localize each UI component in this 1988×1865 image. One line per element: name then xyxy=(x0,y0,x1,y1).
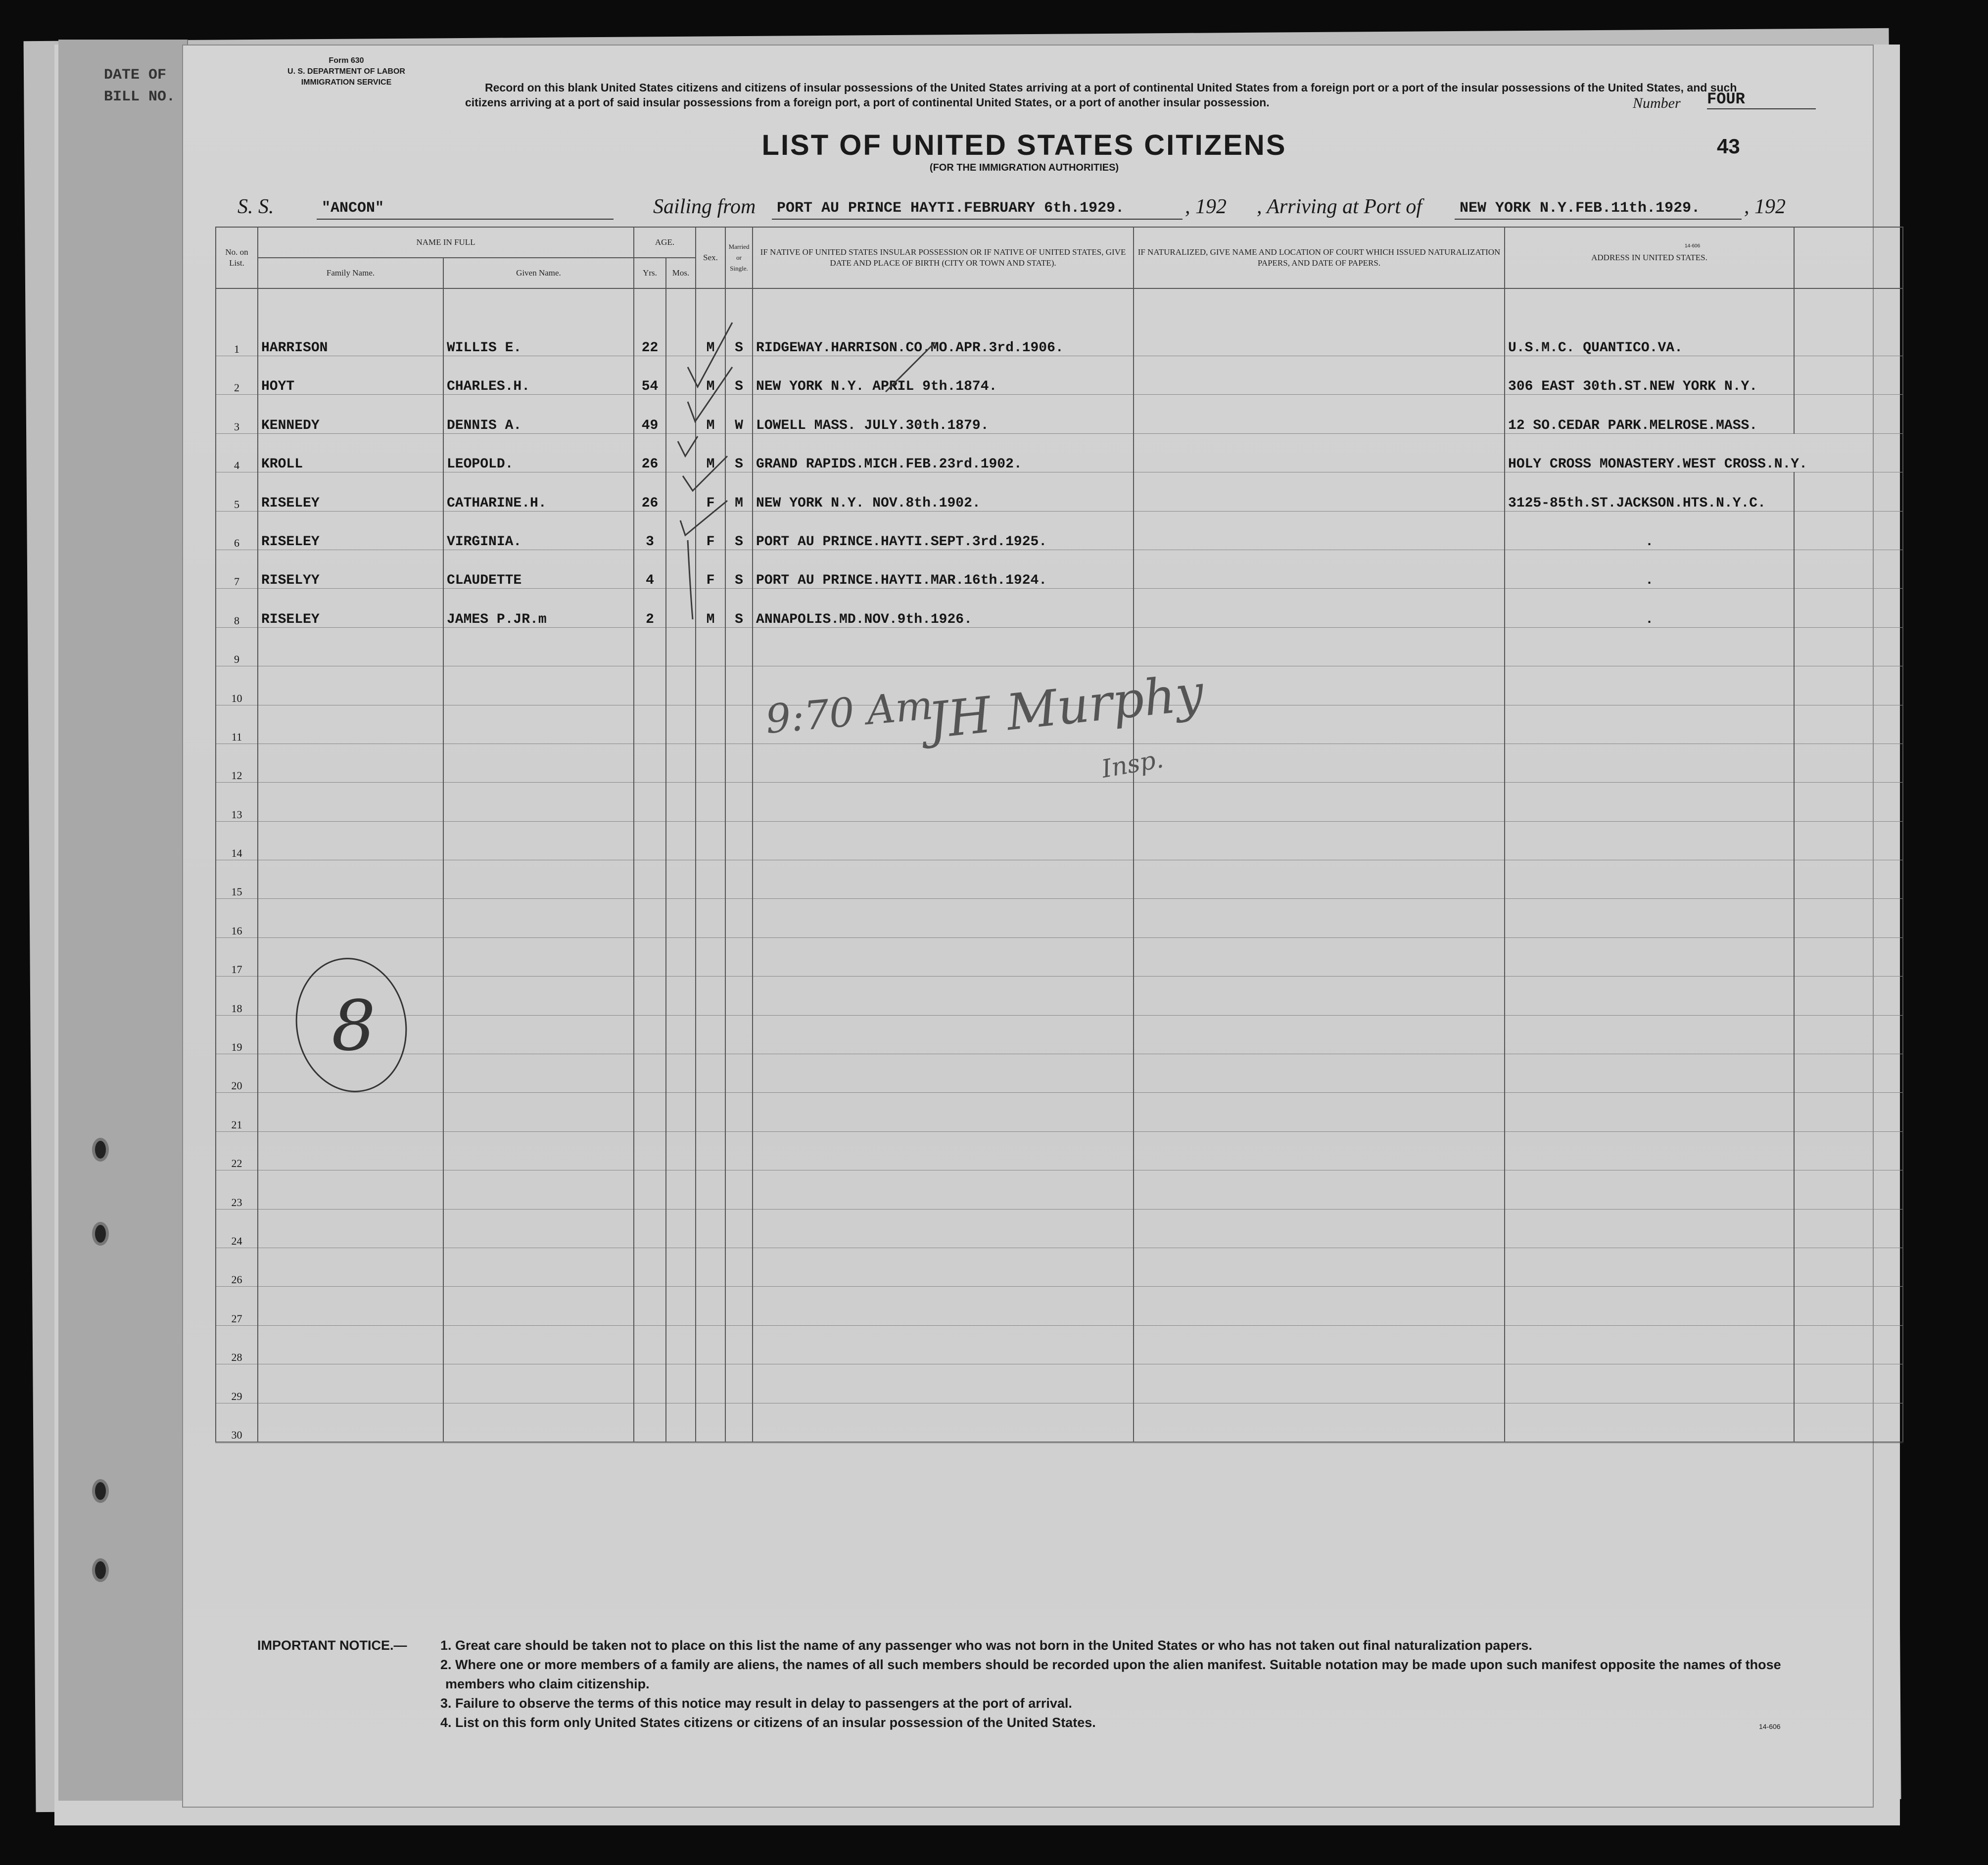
page-number: 43 xyxy=(1717,135,1740,158)
family-name: RISELEY xyxy=(258,589,443,627)
binder-hole xyxy=(92,1222,109,1246)
given-name: CATHARINE.H. xyxy=(443,472,634,511)
col-family-name: Family Name. xyxy=(258,258,443,288)
sex: F xyxy=(696,511,725,550)
sailing-label: Sailing from xyxy=(653,195,756,218)
row-number: 1 xyxy=(216,288,258,356)
us-address: 12 SO.CEDAR PARK.MELROSE.MASS. xyxy=(1505,395,1794,433)
row-number: 16 xyxy=(216,899,258,937)
given-name: DENNIS A. xyxy=(443,395,634,433)
arriving-label: , Arriving at Port of xyxy=(1257,195,1422,218)
age-years: 2 xyxy=(634,589,666,627)
family-name: RISELEY xyxy=(258,511,443,550)
row-number: 11 xyxy=(216,705,258,744)
us-address: . xyxy=(1505,589,1794,627)
circled-count: 8 xyxy=(331,986,376,1067)
notice-item: 2. Where one or more members of a family are aliens, the names of all such members should be recorded upon the alien manifest. Suitable notation may be made upon such manifest opposite the names of those members who claim citizenship. xyxy=(440,1657,1781,1691)
us-address: . xyxy=(1505,511,1794,550)
binding-strip xyxy=(58,40,188,1801)
us-address: 306 EAST 30th.ST.NEW YORK N.Y. xyxy=(1505,356,1794,395)
notice-item: 1. Great care should be taken not to place on this list the name of any passenger who was not born in the United States or who has not taken out final naturalization papers. xyxy=(440,1638,1532,1653)
notice-items xyxy=(440,1636,1841,1732)
department: U. S. DEPARTMENT OF LABOR xyxy=(287,67,405,76)
arriving-at-value: NEW YORK N.Y.FEB.11th.1929. xyxy=(1460,200,1701,217)
binder-hole xyxy=(92,1479,109,1503)
col-married-single: Married or Single. xyxy=(725,227,753,288)
check-mark xyxy=(688,367,732,421)
row-number: 30 xyxy=(216,1403,258,1442)
marital-status: S xyxy=(725,356,753,395)
marital-status: S xyxy=(725,511,753,550)
ss-label: S. S. xyxy=(237,195,274,218)
family-name: KENNEDY xyxy=(258,395,443,433)
page-title: LIST OF UNITED STATES CITIZENS xyxy=(761,129,1287,161)
row-number: 22 xyxy=(216,1131,258,1170)
given-name: JAMES P.JR.m xyxy=(443,589,634,627)
us-address: HOLY CROSS MONASTERY.WEST CROSS.N.Y. xyxy=(1505,433,1903,472)
birth-place-date: LOWELL MASS. JULY.30th.1879. xyxy=(753,395,1134,433)
birth-place-date: NEW YORK N.Y. APRIL 9th.1874. xyxy=(753,356,1134,395)
family-name: RISELEY xyxy=(258,472,443,511)
notice-item: 3. Failure to observe the terms of this notice may result in delay to passengers at the port of arrival. xyxy=(440,1696,1072,1711)
handwriting-layer xyxy=(183,46,1873,1807)
birth-place-date: PORT AU PRINCE.HAYTI.MAR.16th.1924. xyxy=(753,550,1134,588)
service: IMMIGRATION SERVICE xyxy=(301,78,392,87)
form-number: Form 630 xyxy=(329,56,364,65)
inspector-signature: JH Murphy xyxy=(925,663,1207,750)
year-prefix: , 192 xyxy=(1744,195,1786,218)
number-label: Number xyxy=(1633,95,1681,111)
row-number: 29 xyxy=(216,1364,258,1403)
check-mark xyxy=(683,456,727,491)
sex: M xyxy=(696,433,725,472)
row-number: 24 xyxy=(216,1209,258,1248)
age-years: 22 xyxy=(634,288,666,356)
number-value: FOUR xyxy=(1707,90,1816,109)
row-number: 28 xyxy=(216,1325,258,1364)
family-name: RISELYY xyxy=(258,550,443,588)
marital-status: W xyxy=(725,395,753,433)
manifest-sheet xyxy=(183,46,1873,1807)
ship-name: "ANCON" xyxy=(322,200,384,217)
age-years: 49 xyxy=(634,395,666,433)
form-code: 14-606 xyxy=(1759,1723,1781,1730)
check-mark xyxy=(678,436,698,456)
marital-status: S xyxy=(725,433,753,472)
age-years: 26 xyxy=(634,433,666,472)
row-number: 15 xyxy=(216,860,258,899)
given-name: WILLIS E. xyxy=(443,288,634,356)
check-mark xyxy=(680,501,727,535)
us-address: U.S.M.C. QUANTICO.VA. xyxy=(1505,288,1794,356)
family-name: KROLL xyxy=(258,433,443,472)
row-number: 17 xyxy=(216,937,258,976)
binder-hole xyxy=(92,1558,109,1582)
birth-place-date: RIDGEWAY.HARRISON.CO.MO.APR.3rd.1906. xyxy=(753,288,1134,356)
binder-hole xyxy=(92,1138,109,1162)
sailing-from-value: PORT AU PRINCE HAYTI.FEBRUARY 6th.1929. xyxy=(777,200,1125,217)
row-number: 12 xyxy=(216,744,258,782)
age-years: 4 xyxy=(634,550,666,588)
inspector-title: Insp. xyxy=(1099,744,1166,784)
col-no-on-list: No. on List. xyxy=(216,227,258,288)
given-name: CHARLES.H. xyxy=(443,356,634,395)
row-number: 5 xyxy=(216,472,258,511)
notice-item: 4. List on this form only United States citizens or citizens of an insular possession of the United States. xyxy=(440,1715,1096,1730)
row-number: 27 xyxy=(216,1287,258,1325)
birth-place-date: ANNAPOLIS.MD.NOV.9th.1926. xyxy=(753,589,1134,627)
row-number: 8 xyxy=(216,589,258,627)
us-address: 3125-85th.ST.JACKSON.HTS.N.Y.C. xyxy=(1505,472,1794,511)
bracket-mark xyxy=(688,540,693,619)
sex: M xyxy=(696,288,725,356)
row-number: 18 xyxy=(216,977,258,1015)
col-yrs: Yrs. xyxy=(634,258,666,288)
col-name-in-full: NAME IN FULL xyxy=(258,227,634,258)
marital-status: S xyxy=(725,550,753,588)
given-name: CLAUDETTE xyxy=(443,550,634,588)
sex: F xyxy=(696,472,725,511)
row-number: 13 xyxy=(216,783,258,821)
year-prefix: , 192 xyxy=(1185,195,1227,218)
given-name: LEOPOLD. xyxy=(443,433,634,472)
sex: M xyxy=(696,356,725,395)
birth-place-date: PORT AU PRINCE.HAYTI.SEPT.3rd.1925. xyxy=(753,511,1134,550)
printer-mark: 14-606 xyxy=(1685,243,1701,249)
row-number: 7 xyxy=(216,550,258,588)
marital-status: S xyxy=(725,288,753,356)
sex: M xyxy=(696,589,725,627)
check-mark xyxy=(886,342,935,392)
marital-status: M xyxy=(725,472,753,511)
sex: F xyxy=(696,550,725,588)
arrival-time: 9:70 Am xyxy=(763,682,935,743)
age-years: 26 xyxy=(634,472,666,511)
col-given-name: Given Name. xyxy=(443,258,634,288)
strip-label: DATE OF BILL NO. xyxy=(104,67,176,105)
birth-place-date: NEW YORK N.Y. NOV.8th.1902. xyxy=(753,472,1134,511)
sex: M xyxy=(696,395,725,433)
family-name: HOYT xyxy=(258,356,443,395)
col-mos: Mos. xyxy=(666,258,696,288)
row-number: 4 xyxy=(216,433,258,472)
col-sex: Sex. xyxy=(696,227,725,288)
us-address: . xyxy=(1505,550,1794,588)
row-number: 2 xyxy=(216,356,258,395)
row-number: 10 xyxy=(216,666,258,705)
row-number: 9 xyxy=(216,627,258,666)
col-address: ADDRESS IN UNITED STATES. xyxy=(1505,227,1794,288)
row-number: 21 xyxy=(216,1093,258,1131)
col-age: AGE. xyxy=(634,227,696,258)
record-instructions: Record on this blank United States citizens and citizens of insular possessions of the United States arriving at a port of continental United States from a foreign port or a port of the insular possessions of the United States, and such citizens arriving at a port of said insular possessions from a foreign port, a port of continental United States, or a port of another insular possession. xyxy=(465,81,1737,109)
col-birth: IF NATIVE OF UNITED STATES INSULAR POSSESSION OR IF NATIVE OF UNITED STATES, GIVE DATE AND PLACE OF BIRTH (CITY OR TOWN AND STATE). xyxy=(753,227,1134,288)
row-number: 23 xyxy=(216,1170,258,1209)
family-name: HARRISON xyxy=(258,288,443,356)
check-marks xyxy=(678,323,935,619)
row-number: 26 xyxy=(216,1248,258,1286)
marital-status: S xyxy=(725,589,753,627)
row-number: 20 xyxy=(216,1054,258,1093)
notice-heading: IMPORTANT NOTICE.— xyxy=(257,1638,407,1653)
birth-place-date: GRAND RAPIDS.MICH.FEB.23rd.1902. xyxy=(753,433,1134,472)
age-years: 54 xyxy=(634,356,666,395)
age-years: 3 xyxy=(634,511,666,550)
row-number: 6 xyxy=(216,511,258,550)
page-subtitle: (FOR THE IMMIGRATION AUTHORITIES) xyxy=(929,162,1119,173)
row-number: 19 xyxy=(216,1015,258,1054)
row-number: 14 xyxy=(216,821,258,860)
row-number: 3 xyxy=(216,395,258,433)
col-naturalized: IF NATURALIZED, GIVE NAME AND LOCATION OF COURT WHICH ISSUED NATURALIZATION PAPERS, AND DATE OF PAPERS. xyxy=(1134,227,1505,288)
given-name: VIRGINIA. xyxy=(443,511,634,550)
